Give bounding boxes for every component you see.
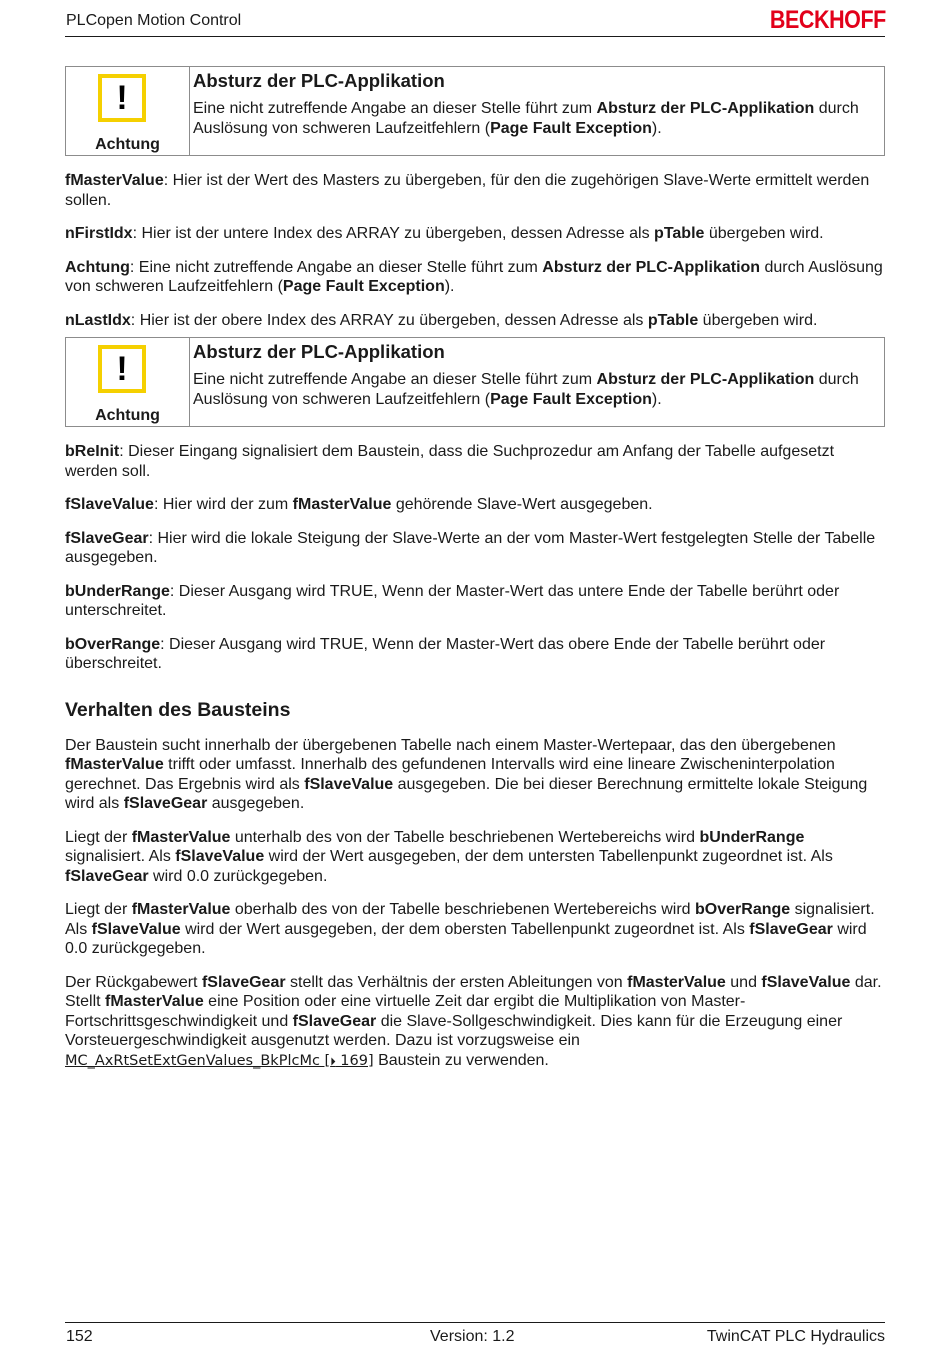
param-fmastervalue: fMasterValue: Hier ist der Wert des Masters zu übergeben, für den die zugehörigen Slave-Werte ermittelt werden sollen.: [65, 172, 870, 209]
footer-version: Version: 1.2: [430, 1328, 515, 1345]
section-paragraph: Liegt der fMasterValue oberhalb des von der Tabelle beschriebenen Wertebereichs wird bOverRange signalisiert. Als fSlaveValue wird der Wert ausgegeben, der dem obersten Tabellenpunkt zugeordnet ist. Als fSlaveGear wird 0.0 zurückgegeben.: [65, 901, 875, 957]
notice-box: [65, 66, 885, 156]
param-nfirstidx: nFirstIdx: Hier ist der untere Index des ARRAY zu übergeben, dessen Adresse als pTable übergeben wird.: [65, 225, 824, 242]
notice-side: [66, 67, 190, 155]
warning-icon: !: [98, 345, 146, 393]
page-arrow-icon: ⏵: [330, 1054, 336, 1068]
notice-box: [65, 337, 885, 427]
function-block-link[interactable]: MC_AxRtSetExtGenValues_BkPlcMc [⏵ 169]: [65, 1052, 374, 1069]
notice-body: [190, 338, 884, 426]
section-paragraph: Liegt der fMasterValue unterhalb des von der Tabelle beschriebenen Wertebereichs wird bUnderRange signalisiert. Als fSlaveValue wird der Wert ausgegeben, der dem untersten Tabellenpunkt zugeordnet ist. Als fSlaveGear wird 0.0 zurückgegeben.: [65, 828, 833, 885]
page-number: 152: [66, 1328, 93, 1345]
header-title: PLCopen Motion Control: [66, 12, 242, 29]
param-bunderrange: bUnderRange: Dieser Ausgang wird TRUE, Wenn der Master-Wert das untere Ende der Tabelle berührt oder unterschreitet.: [65, 582, 840, 619]
param-fslavegear: fSlaveGear: Hier wird die lokale Steigung der Slave-Werte an der vom Master-Wert festgelegten Stelle der Tabelle ausgegeben.: [65, 529, 876, 566]
notice-title: Absturz der PLC-Applikation: [193, 70, 445, 91]
notice-side: [66, 338, 190, 426]
beckhoff-logo: BECKHOFF: [769, 6, 886, 34]
param-achtung: Achtung: Eine nicht zutreffende Angabe an dieser Stelle führt zum Absturz der PLC-Applikation durch Auslösung von schweren Laufzeitfehlern (Page Fault Exception).: [65, 258, 883, 295]
warning-icon: !: [98, 74, 146, 122]
param-fslavevalue: fSlaveValue: Hier wird der zum fMasterValue gehörende Slave-Wert ausgegeben.: [65, 496, 653, 513]
section-paragraph: Der Rückgabewert fSlaveGear stellt das Verhältnis der ersten Ableitungen von fMasterValue und fSlaveValue dar. Stellt fMasterValue eine Position oder eine virtuelle Zeit dar ergibt die Multiplikation von Master-Fortschrittsgeschwindigkeit und fSlaveGear die Slave-Sollgeschwindigkeit. Dies kann für die Erzeugung einer Vorsteuergeschwindigkeit ausgenutzt werden. Dazu ist vorzugsweise ein MC_AxRtSetExtGenValues_BkPlcMc [⏵ 169] Baustein zu verwenden.: [65, 973, 882, 1069]
notice-text: Eine nicht zutreffende Angabe an dieser Stelle führt zum Absturz der PLC-Applikation durch Auslösung von schweren Laufzeitfehlern (Page Fault Exception).: [193, 100, 859, 137]
notice-text: Eine nicht zutreffende Angabe an dieser Stelle führt zum Absturz der PLC-Applikation durch Auslösung von schweren Laufzeitfehlern (Page Fault Exception).: [193, 371, 859, 408]
section-heading: Verhalten des Bausteins: [65, 698, 291, 721]
notice-body: [190, 67, 884, 155]
header-divider: [65, 36, 885, 37]
page-content: [65, 66, 885, 1071]
param-boverrange: bOverRange: Dieser Ausgang wird TRUE, Wenn der Master-Wert das obere Ende der Tabelle berührt oder überschreitet.: [65, 635, 826, 672]
section-paragraph: Der Baustein sucht innerhalb der übergebenen Tabelle nach einem Master-Wertepaar, das den übergebenen fMasterValue trifft oder umfasst. Innerhalb des gefundenen Intervalls wird eine lineare Zwischeninterpolation gerechnet. Das Ergebnis wird als fSlaveValue ausgegeben. Die bei dieser Berechnung ermittelte lokale Steigung wird als fSlaveGear ausgegeben.: [65, 736, 868, 812]
notice-title: Absturz der PLC-Applikation: [193, 341, 445, 362]
notice-label: Achtung: [95, 407, 160, 424]
footer-product: TwinCAT PLC Hydraulics: [706, 1328, 885, 1345]
footer-divider: [65, 1322, 885, 1323]
param-nlastidx: nLastIdx: Hier ist der obere Index des ARRAY zu übergeben, dessen Adresse als pTable übergeben wird.: [65, 311, 818, 329]
param-breinit: bReInit: Dieser Eingang signalisiert dem Baustein, dass die Suchprozedur am Anfang der Tabelle aufgesetzt werden soll.: [65, 443, 835, 480]
notice-label: Achtung: [95, 136, 160, 153]
